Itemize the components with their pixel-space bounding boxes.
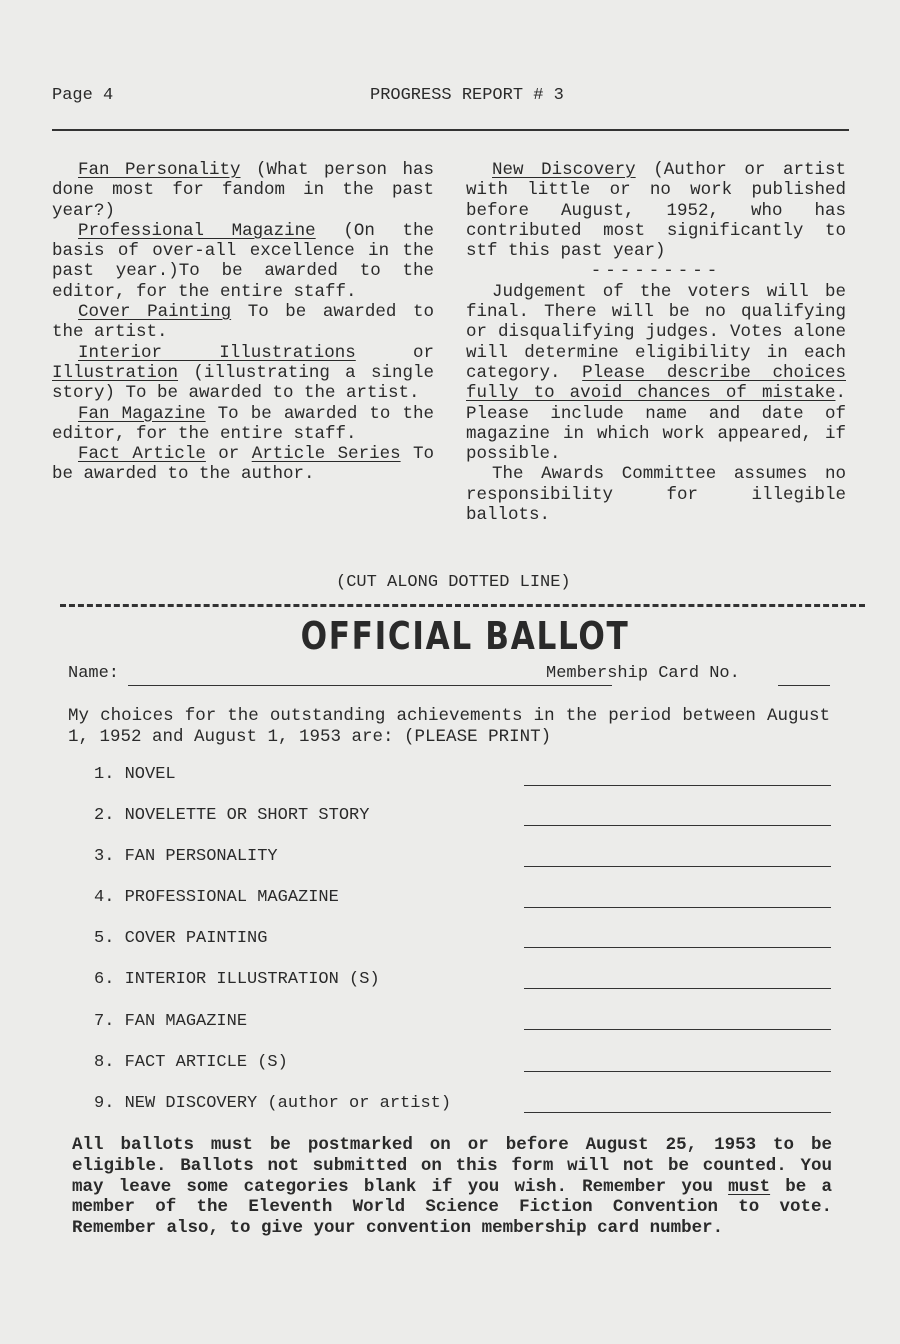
header-rule bbox=[52, 129, 849, 131]
cut-instruction: (CUT ALONG DOTTED LINE) bbox=[336, 573, 571, 592]
name-row bbox=[68, 664, 830, 690]
fact-article-text: To be awarded to the author. bbox=[52, 444, 434, 485]
left-column bbox=[52, 160, 434, 485]
illustration-heading: Illustration bbox=[52, 362, 179, 383]
category-interior-illustration: 6. INTERIOR ILLUSTRATION (S) bbox=[94, 970, 380, 989]
dotted-cut-line bbox=[60, 604, 865, 607]
interior-illustrations-heading: Interior Illustrations bbox=[78, 342, 356, 363]
professional-magazine-heading: Professional Magazine bbox=[78, 220, 316, 241]
membership-card-label: Membership Card No. bbox=[546, 664, 740, 683]
fan-magazine-answer-line[interactable] bbox=[524, 1029, 831, 1030]
fan-magazine-paragraph bbox=[52, 404, 434, 445]
fact-article-heading: Fact Article bbox=[78, 444, 206, 465]
professional-magazine-paragraph bbox=[52, 221, 434, 302]
cover-painting-paragraph bbox=[52, 302, 434, 343]
interior-or: or bbox=[355, 342, 434, 363]
cover-painting-heading: Cover Painting bbox=[78, 302, 232, 323]
interior-illustrations-paragraph bbox=[52, 343, 434, 404]
category-novel: 1. NOVEL bbox=[94, 765, 176, 784]
cover-painting-text: To be awarded to the artist. bbox=[52, 302, 435, 343]
category-fan-magazine: 7. FAN MAGAZINE bbox=[94, 1012, 248, 1031]
ballot-instructions: My choices for the outstanding achievements in the period between August 1, 1952 and August 1, 1953 are: (PLEASE PRINT) bbox=[68, 706, 830, 747]
ballot-footer bbox=[72, 1135, 832, 1239]
judgement-emphasis: Please describe choices fully to avoid chances of mistake bbox=[466, 362, 846, 404]
article-series-heading: Article Series bbox=[251, 444, 401, 465]
footer-emphasis: must bbox=[728, 1176, 771, 1197]
fact-article-answer-line[interactable] bbox=[524, 1071, 831, 1072]
fan-personality-paragraph bbox=[52, 160, 434, 221]
category-professional-magazine: 4. PROFESSIONAL MAGAZINE bbox=[94, 888, 339, 907]
category-cover-painting: 5. COVER PAINTING bbox=[94, 929, 268, 948]
new-discovery-paragraph bbox=[466, 160, 846, 261]
ballot-title: OFFICIAL BALLOT bbox=[300, 614, 630, 658]
judgement-text-after: . Please include name and date of magazine in which work appeared, if possible. bbox=[466, 383, 846, 465]
page-header bbox=[52, 86, 848, 114]
fan-personality-text: (What person has done most for fandom in the past year?) bbox=[52, 160, 434, 221]
committee-paragraph: The Awards Committee assumes no responsibility for illegible ballots. bbox=[466, 464, 846, 526]
category-novelette: 2. NOVELETTE OR SHORT STORY bbox=[94, 806, 370, 825]
new-discovery-heading: New Discovery bbox=[492, 160, 636, 180]
report-title: PROGRESS REPORT # 3 bbox=[370, 86, 564, 105]
fact-article-paragraph bbox=[52, 444, 434, 485]
new-discovery-text: (Author or artist with little or no work published before August, 1952, who has contributed most significantly to stf this past year) bbox=[466, 160, 846, 262]
novelette-answer-line[interactable] bbox=[524, 825, 831, 826]
page-number: Page 4 bbox=[52, 86, 114, 105]
footer-text-after: be a member of the Eleventh World Science Fiction Convention to vote. Remember also, to give your convention membership card number. bbox=[72, 1176, 832, 1239]
category-new-discovery: 9. NEW DISCOVERY (author or artist) bbox=[94, 1094, 452, 1113]
fan-personality-answer-line[interactable] bbox=[524, 866, 831, 867]
judgement-paragraph bbox=[466, 282, 846, 465]
new-discovery-answer-line[interactable] bbox=[524, 1112, 831, 1113]
separator: --------- bbox=[590, 261, 722, 282]
category-fan-personality: 3. FAN PERSONALITY bbox=[94, 847, 278, 866]
name-field[interactable] bbox=[128, 685, 612, 686]
fan-magazine-heading: Fan Magazine bbox=[78, 403, 206, 424]
fan-personality-heading: Fan Personality bbox=[78, 160, 241, 180]
right-column bbox=[466, 160, 846, 525]
cover-painting-answer-line[interactable] bbox=[524, 947, 831, 948]
interior-illustration-answer-line[interactable] bbox=[524, 988, 831, 989]
professional-magazine-answer-line[interactable] bbox=[524, 907, 831, 908]
novel-answer-line[interactable] bbox=[524, 785, 831, 786]
category-fact-article: 8. FACT ARTICLE (S) bbox=[94, 1053, 288, 1072]
judgement-text: Judgement of the voters will be final. There will be no qualifying or disqualifying judges. Votes alone will determine eligibility in each category. bbox=[466, 281, 846, 383]
professional-magazine-text: (On the basis of over-all excellence in the past year.)To be awarded to the editor, for the entire staff. bbox=[52, 220, 434, 302]
fan-magazine-text: To be awarded to the editor, for the entire staff. bbox=[52, 403, 434, 444]
footer-text: All ballots must be postmarked on or before August 25, 1953 to be eligible. Ballots not submitted on this form will not be counted. You may leave some categories blank if you wish. Remember you bbox=[72, 1135, 832, 1197]
interior-illustrations-text: (illustrating a single story) To be awarded to the artist. bbox=[52, 362, 434, 404]
membership-card-field[interactable] bbox=[778, 685, 830, 686]
fact-or: or bbox=[205, 444, 252, 465]
name-label: Name: bbox=[68, 664, 120, 683]
